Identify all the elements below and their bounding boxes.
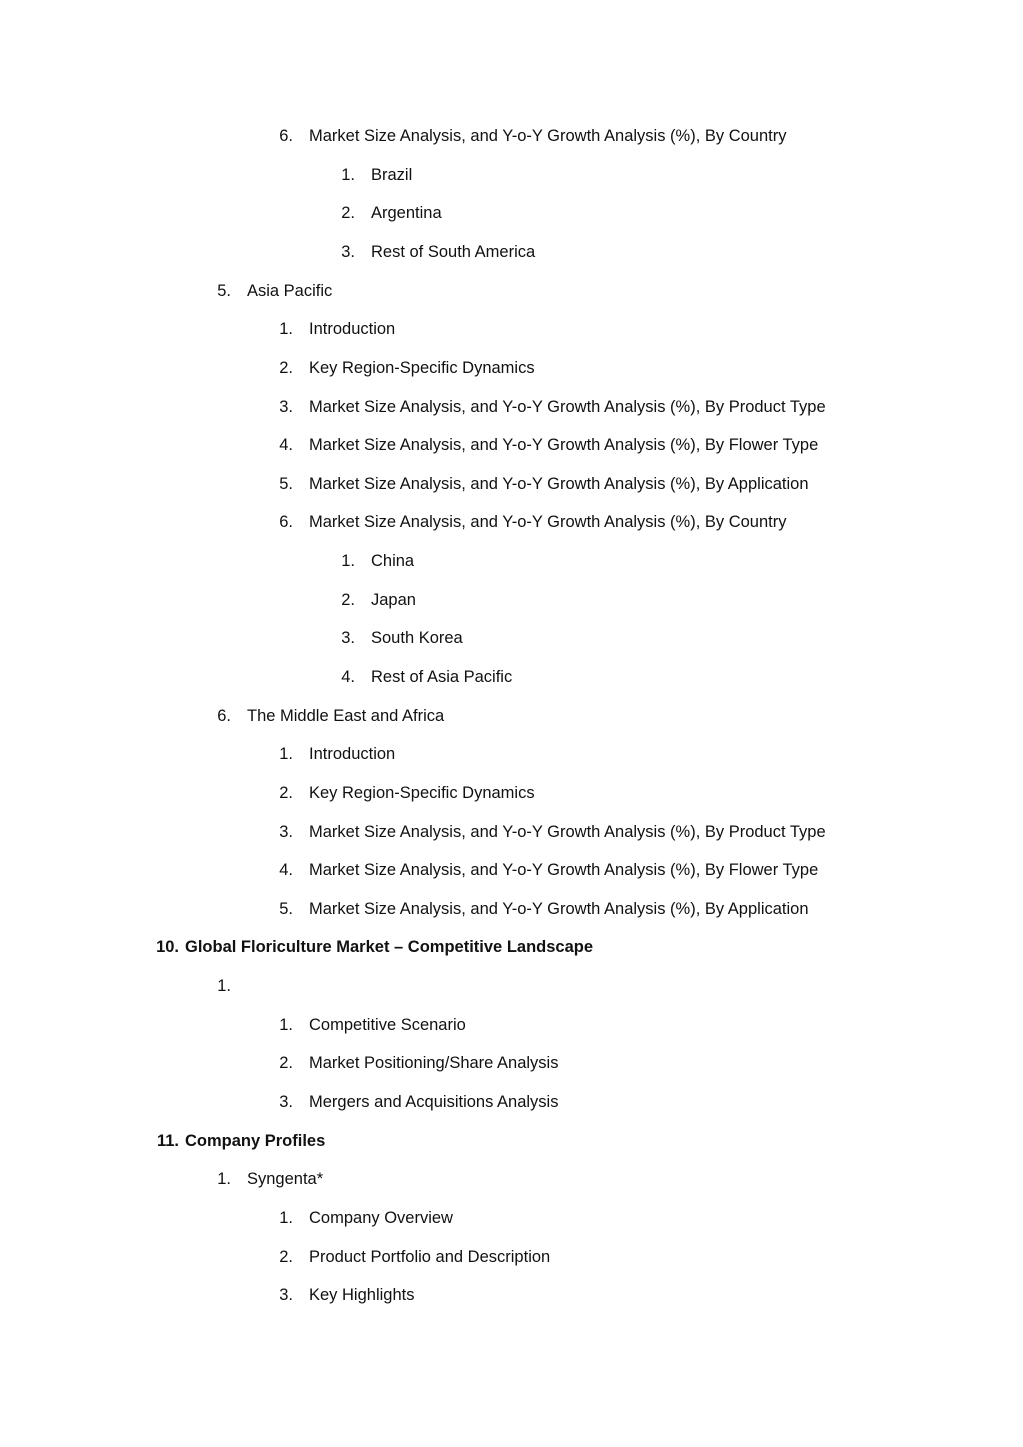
- list-item-number: 1.: [279, 745, 293, 763]
- list-item-number: 5.: [279, 475, 293, 493]
- list-item-text: Rest of Asia Pacific: [371, 668, 513, 686]
- list-item-number: 2.: [279, 784, 293, 802]
- section-heading-number: 10.: [156, 938, 179, 956]
- list-item-number: 3.: [279, 823, 293, 841]
- list-item-number: 4.: [279, 861, 293, 879]
- list-item-number: 2.: [341, 204, 355, 222]
- list-item-text: Competitive Scenario: [309, 1016, 466, 1034]
- list-item-text: South Korea: [371, 629, 463, 647]
- list-item-number: 3.: [341, 629, 355, 647]
- list-item-text: China: [371, 552, 415, 570]
- list-item-text: Market Size Analysis, and Y-o-Y Growth Analysis (%), By Country: [309, 127, 787, 145]
- list-item-number: 3.: [279, 398, 293, 416]
- list-item-text: Market Positioning/Share Analysis: [309, 1054, 559, 1072]
- list-item-text: Key Highlights: [309, 1286, 415, 1304]
- list-item-text: Market Size Analysis, and Y-o-Y Growth Analysis (%), By Country: [309, 513, 787, 531]
- list-item-number: 6.: [279, 127, 293, 145]
- list-item-text: Product Portfolio and Description: [309, 1248, 551, 1266]
- list-item-text: Introduction: [309, 320, 396, 338]
- section-heading-number: 11.: [156, 1132, 179, 1150]
- list-item-text: Syngenta*: [247, 1170, 324, 1188]
- list-item-text: Key Region-Specific Dynamics: [309, 359, 535, 377]
- list-item-text: Market Size Analysis, and Y-o-Y Growth Analysis (%), By Application: [309, 475, 809, 493]
- list-item-text: Market Size Analysis, and Y-o-Y Growth Analysis (%), By Product Type: [309, 823, 826, 841]
- list-item-number: 6.: [279, 513, 293, 531]
- list-item-number: 2.: [341, 591, 355, 609]
- list-item-text: Asia Pacific: [247, 282, 333, 300]
- list-item-text: The Middle East and Africa: [247, 707, 445, 725]
- list-item-number: 2.: [279, 1054, 293, 1072]
- list-item-text: Rest of South America: [371, 243, 536, 261]
- list-item-number: 1.: [341, 552, 355, 570]
- list-item-text: Market Size Analysis, and Y-o-Y Growth Analysis (%), By Flower Type: [309, 861, 819, 879]
- list-item-text: Market Size Analysis, and Y-o-Y Growth Analysis (%), By Application: [309, 900, 809, 918]
- list-item-number: 6.: [217, 707, 231, 725]
- list-item-number: 3.: [279, 1093, 293, 1111]
- list-item-number: 5.: [279, 900, 293, 918]
- list-item-number: 4.: [341, 668, 355, 686]
- list-item-text: Key Region-Specific Dynamics: [309, 784, 535, 802]
- list-item-number: 5.: [217, 282, 231, 300]
- list-item-text: Company Overview: [309, 1209, 453, 1227]
- list-item-text: Mergers and Acquisitions Analysis: [309, 1093, 559, 1111]
- list-item-number: 1.: [217, 1170, 231, 1188]
- list-item-number: 1.: [341, 166, 355, 184]
- list-item-number: 1.: [279, 1016, 293, 1034]
- list-item-text: Argentina: [371, 204, 442, 222]
- list-item-number: 1.: [279, 1209, 293, 1227]
- list-item-text: Japan: [371, 591, 416, 609]
- section-heading-text: Global Floriculture Market – Competitive Landscape: [185, 938, 594, 956]
- list-item-number: 2.: [279, 1248, 293, 1266]
- list-item-text: Brazil: [371, 166, 413, 184]
- section-heading-text: Company Profiles: [185, 1132, 326, 1150]
- list-item-number: 3.: [279, 1286, 293, 1304]
- list-item-number: 1.: [217, 977, 231, 995]
- list-item-number: 4.: [279, 436, 293, 454]
- list-item-text: Introduction: [309, 745, 396, 763]
- list-item-number: 2.: [279, 359, 293, 377]
- list-item-text: Market Size Analysis, and Y-o-Y Growth Analysis (%), By Flower Type: [309, 436, 819, 454]
- list-item-text: Market Size Analysis, and Y-o-Y Growth Analysis (%), By Product Type: [309, 398, 826, 416]
- list-item-number: 3.: [341, 243, 355, 261]
- list-item-number: 1.: [279, 320, 293, 338]
